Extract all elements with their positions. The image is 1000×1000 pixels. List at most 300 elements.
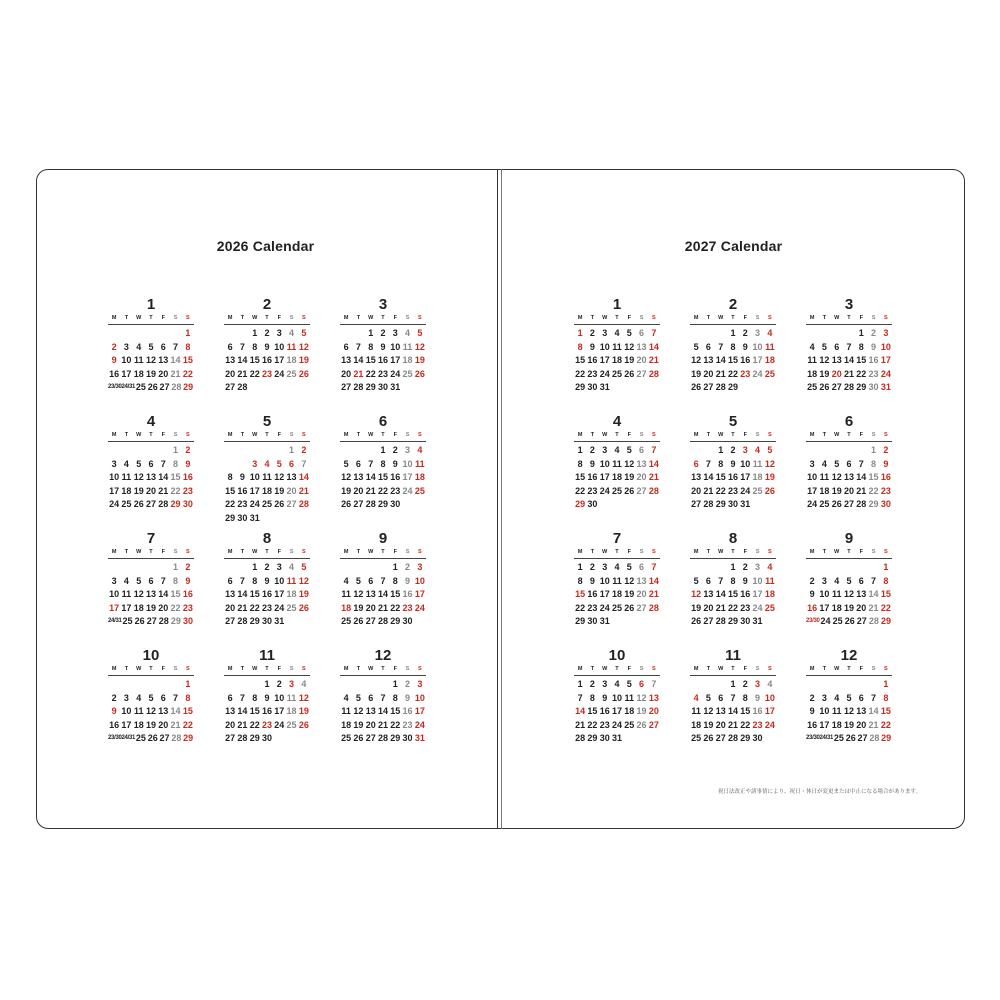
day-cell: 8 — [730, 575, 736, 586]
day-cell: 30 — [868, 382, 879, 393]
weekday-label: T — [822, 666, 827, 672]
month-block — [224, 530, 310, 629]
day-cell: 13 — [365, 706, 376, 717]
day-cell: 1 — [858, 328, 864, 338]
day-cell: 7 — [651, 328, 657, 338]
day-cell: 12 — [145, 355, 156, 366]
weekday-label: T — [706, 549, 711, 555]
weekday-label: F — [161, 666, 165, 672]
week-row — [340, 705, 426, 719]
day-cell: 18 — [611, 355, 622, 366]
weekday-label: T — [265, 315, 269, 321]
day-cell: 3 — [123, 341, 129, 352]
day-cell: 14 — [703, 472, 714, 483]
day-cell — [715, 327, 727, 341]
day-cell: 22 — [377, 485, 388, 496]
day-cell: 1 — [185, 679, 191, 689]
weekday-label: T — [240, 549, 245, 555]
day-cell: 11 — [612, 575, 622, 586]
day-cell — [157, 327, 169, 341]
day-cell — [648, 381, 660, 395]
day-cell: 31 — [752, 616, 763, 627]
day-cell — [365, 561, 377, 575]
month-number: 2 — [262, 296, 272, 313]
weekday-label: F — [161, 432, 165, 438]
day-cell: 7 — [651, 445, 657, 455]
weekday-label: S — [651, 549, 656, 555]
day-cell: 18 — [819, 485, 830, 496]
day-cell: 2 — [589, 445, 595, 455]
day-cell: 18 — [831, 602, 842, 613]
day-cell: 4 — [289, 562, 295, 572]
day-cell — [285, 512, 297, 526]
day-cell: 11 — [286, 692, 297, 703]
day-cell: 17 — [599, 589, 610, 600]
day-cell: 20 — [365, 602, 376, 613]
day-cell: 25 — [402, 368, 413, 379]
day-cell: 11 — [415, 458, 425, 469]
day-cell — [764, 615, 776, 629]
day-cell: 20 — [703, 602, 714, 613]
day-cell — [611, 615, 623, 629]
day-cell — [843, 678, 855, 692]
weekday-label: F — [277, 315, 281, 321]
day-cell — [236, 678, 248, 692]
day-cell: 30 — [261, 733, 272, 744]
month-number: 12 — [840, 647, 858, 664]
weekday-label: T — [731, 666, 735, 672]
day-cell: 27 — [159, 733, 170, 744]
day-cell: 17 — [819, 602, 830, 613]
weekday-label: M — [693, 549, 699, 555]
day-cell: 23 — [868, 368, 879, 379]
day-cell: 24 — [740, 485, 751, 496]
weekday-label: M — [577, 315, 583, 321]
day-cell: 21 — [648, 589, 659, 600]
day-cell: 17 — [121, 368, 132, 379]
week-row — [224, 471, 310, 485]
month-number: 7 — [612, 530, 622, 547]
day-cell: 28 — [158, 499, 169, 510]
day-cell — [623, 498, 635, 512]
day-cell: 24 — [274, 602, 285, 613]
week-row — [108, 471, 194, 485]
day-cell: 16 — [727, 472, 738, 483]
day-cell — [702, 561, 714, 575]
week-row — [574, 588, 660, 602]
day-cell: 24 — [752, 602, 763, 613]
weekday-header — [224, 315, 310, 325]
day-cell: 27 — [703, 616, 714, 627]
day-cell: 19 — [353, 602, 364, 613]
day-cell: 9 — [742, 341, 748, 352]
day-cell: 24 — [599, 368, 610, 379]
month-block — [574, 413, 660, 512]
weekday-label: T — [590, 666, 595, 672]
week-rows — [340, 444, 426, 512]
weekday-label: S — [173, 315, 178, 321]
day-cell: 15 — [880, 589, 891, 600]
weekday-label: S — [301, 549, 306, 555]
day-cell: 23 — [880, 485, 891, 496]
day-cell — [236, 444, 248, 458]
week-row — [806, 719, 892, 733]
day-cell: 7 — [301, 458, 307, 469]
weekday-label: T — [615, 549, 619, 555]
day-cell: 20 — [365, 719, 376, 730]
day-cell: 10 — [274, 341, 285, 352]
day-cell: 3 — [276, 562, 282, 572]
day-cell: 25 — [121, 499, 132, 510]
day-cell — [751, 381, 763, 395]
day-cell: 20 — [158, 719, 169, 730]
day-cell: 28 — [715, 382, 726, 393]
day-cell: 9 — [111, 706, 117, 717]
day-cell: 28 — [727, 733, 738, 744]
week-row — [224, 588, 310, 602]
day-cell: 22 — [575, 368, 586, 379]
day-cell: 15 — [390, 589, 401, 600]
day-cell: 21 — [715, 368, 726, 379]
weekday-label: W — [718, 549, 724, 555]
day-cell — [843, 444, 855, 458]
day-cell: 24 — [820, 616, 831, 627]
weekday-label: T — [124, 315, 129, 321]
day-cell: 8 — [185, 692, 191, 703]
week-rows — [108, 327, 194, 395]
weekday-label: M — [809, 315, 815, 321]
day-cell: 9 — [405, 575, 411, 586]
day-cell: 4 — [123, 575, 129, 586]
day-cell: 6 — [705, 575, 711, 586]
weekday-label: T — [590, 549, 595, 555]
day-cell — [224, 561, 236, 575]
weekday-label: M — [227, 432, 233, 438]
weekday-header — [340, 315, 426, 325]
day-cell: 13 — [856, 589, 867, 600]
day-cell: 16 — [261, 706, 272, 717]
day-cell: 17 — [121, 719, 132, 730]
day-cell: 3 — [742, 445, 748, 455]
weekday-label: S — [289, 432, 294, 438]
day-cell: 4 — [417, 445, 423, 455]
weekday-label: F — [277, 666, 281, 672]
day-cell: 6 — [368, 575, 374, 586]
day-cell: 22 — [880, 602, 891, 613]
day-cell — [169, 327, 181, 341]
week-row — [806, 705, 892, 719]
day-cell: 10 — [249, 472, 260, 483]
day-cell — [715, 561, 727, 575]
day-cell: 3 — [417, 679, 423, 689]
day-cell: 11 — [612, 341, 622, 352]
weekday-label: S — [651, 666, 656, 672]
day-cell: 8 — [173, 575, 179, 586]
weekday-label: F — [277, 432, 281, 438]
day-cell — [285, 732, 297, 746]
weekday-label: S — [173, 549, 178, 555]
day-cell — [224, 444, 236, 458]
weekday-label: S — [651, 432, 656, 438]
weekday-label: T — [615, 666, 619, 672]
weekday-label: M — [227, 549, 233, 555]
day-cell: 26 — [298, 719, 309, 730]
day-cell: 27 — [831, 382, 842, 393]
day-cell: 26 — [819, 382, 830, 393]
day-cell: 21 — [843, 368, 854, 379]
day-cell: 20 — [691, 485, 702, 496]
day-cell: 12 — [624, 341, 635, 352]
day-cell: 8 — [227, 472, 233, 483]
day-cell — [108, 561, 120, 575]
day-cell: 20 — [225, 719, 236, 730]
day-cell: 30 — [740, 616, 751, 627]
weekday-label: F — [393, 432, 397, 438]
weekday-label: S — [405, 432, 410, 438]
weekday-label: S — [871, 432, 876, 438]
day-cell: 13 — [691, 472, 702, 483]
day-cell: 15 — [715, 472, 726, 483]
day-cell: 9 — [111, 355, 117, 366]
day-cell: 13 — [158, 706, 169, 717]
day-cell: 14 — [843, 355, 854, 366]
day-cell: 17 — [752, 589, 763, 600]
day-cell — [236, 327, 248, 341]
weekday-label: W — [368, 549, 374, 555]
day-cell — [120, 678, 132, 692]
weekday-label: M — [577, 666, 583, 672]
day-cell: 6 — [148, 575, 154, 586]
day-cell: 15 — [377, 472, 388, 483]
weekday-label: W — [368, 666, 374, 672]
week-rows — [574, 327, 660, 395]
day-cell: 1 — [730, 328, 736, 338]
day-cell: 15 — [225, 485, 236, 496]
weekday-label: T — [265, 666, 269, 672]
day-cell: 27 — [145, 499, 156, 510]
day-cell: 10 — [764, 692, 775, 703]
day-cell: 7 — [871, 692, 877, 703]
day-cell: 20 — [636, 355, 647, 366]
weekday-label: T — [847, 432, 851, 438]
day-cell — [611, 381, 623, 395]
day-cell: 21 — [575, 719, 586, 730]
day-cell: 7 — [160, 575, 166, 586]
week-row — [690, 575, 776, 589]
day-cell: 29 — [740, 733, 751, 744]
weekday-label: S — [405, 549, 410, 555]
day-cell: 26 — [353, 616, 364, 627]
day-cell: 23 — [752, 719, 763, 730]
day-cell: 3 — [289, 679, 295, 689]
day-cell: 11 — [765, 341, 775, 352]
day-cell: 20 — [286, 485, 297, 496]
weekday-label: S — [755, 666, 760, 672]
day-cell: 23 — [587, 602, 598, 613]
day-cell: 4 — [834, 692, 840, 703]
month-number: 2 — [728, 296, 738, 313]
month-block — [340, 647, 426, 746]
day-cell: 26 — [298, 602, 309, 613]
week-row — [224, 354, 310, 368]
weekday-label: W — [136, 432, 142, 438]
day-cell: 19 — [145, 719, 156, 730]
weekday-label: M — [343, 315, 349, 321]
week-rows — [690, 561, 776, 629]
weekday-header — [690, 549, 776, 559]
weekday-header — [806, 432, 892, 442]
week-row — [224, 485, 310, 499]
day-cell: 27 — [225, 733, 236, 744]
day-cell: 20 — [856, 719, 867, 730]
weekday-label: T — [590, 315, 595, 321]
day-cell: 22 — [249, 368, 260, 379]
day-cell: 12 — [703, 706, 714, 717]
day-cell — [249, 678, 261, 692]
day-cell: 29 — [170, 616, 181, 627]
day-cell: 14 — [648, 575, 659, 586]
week-row — [806, 498, 892, 512]
weekday-label: S — [289, 315, 294, 321]
day-cell — [377, 561, 389, 575]
day-cell: 24 — [599, 485, 610, 496]
day-cell: 17 — [819, 719, 830, 730]
day-cell — [690, 678, 702, 692]
day-cell: 24 — [109, 499, 120, 510]
week-row — [224, 341, 310, 355]
day-cell — [145, 678, 157, 692]
day-cell: 28 — [237, 616, 248, 627]
day-cell: 27 — [225, 382, 236, 393]
day-cell: 16 — [868, 355, 879, 366]
day-cell: 24 — [274, 719, 285, 730]
month-number: 11 — [725, 647, 741, 664]
weekday-label: S — [639, 432, 644, 438]
page-2027 — [502, 169, 965, 829]
day-cell: 13 — [636, 341, 647, 352]
day-cell: 11 — [691, 706, 701, 717]
month-block — [340, 530, 426, 629]
day-cell: 30 — [752, 733, 763, 744]
day-cell — [352, 678, 364, 692]
day-cell: 19 — [624, 589, 635, 600]
day-cell — [340, 678, 352, 692]
day-cell: 14 — [237, 706, 248, 717]
weekday-label: S — [301, 315, 306, 321]
day-cell — [340, 444, 352, 458]
day-cell: 20 — [145, 485, 156, 496]
day-cell: 9 — [264, 692, 270, 703]
day-cell: 8 — [577, 458, 583, 469]
week-row — [108, 719, 194, 733]
day-cell: 6 — [693, 458, 699, 469]
day-cell: 28 — [869, 733, 880, 744]
day-cell: 30 — [727, 499, 738, 510]
weekday-label: T — [615, 432, 619, 438]
day-cell: 8 — [577, 341, 583, 352]
week-row — [574, 678, 660, 692]
day-cell: 30 — [390, 499, 401, 510]
weekday-label: S — [883, 315, 888, 321]
month-number: 10 — [608, 647, 626, 664]
weekday-label: W — [834, 315, 840, 321]
month-block — [340, 296, 426, 395]
day-cell: 22 — [390, 719, 401, 730]
week-rows — [340, 561, 426, 629]
day-cell: 30 — [182, 499, 193, 510]
month-number: 6 — [844, 413, 854, 430]
week-row — [108, 705, 194, 719]
day-cell: 17 — [274, 355, 285, 366]
week-row — [108, 615, 194, 629]
day-cell — [818, 444, 830, 458]
day-cell: 20 — [843, 485, 854, 496]
day-cell — [120, 444, 132, 458]
day-cell: 7 — [380, 575, 386, 586]
day-cell: 16 — [390, 472, 401, 483]
week-row — [690, 471, 776, 485]
weekday-label: M — [809, 432, 815, 438]
day-cell: 5 — [626, 679, 632, 689]
week-row — [574, 575, 660, 589]
day-cell: 10 — [740, 458, 751, 469]
day-cell: 25 — [611, 485, 622, 496]
day-cell: 11 — [121, 589, 132, 600]
month-block — [806, 647, 892, 746]
week-rows — [806, 561, 892, 629]
day-cell: 8 — [742, 692, 748, 703]
day-cell: 6 — [858, 575, 864, 586]
day-cell: 23 — [740, 602, 751, 613]
weekday-label: T — [731, 432, 735, 438]
day-cell: 25 — [819, 499, 830, 510]
day-cell: 11 — [286, 575, 297, 586]
day-cell: 17 — [764, 706, 775, 717]
day-cell — [377, 678, 389, 692]
week-row — [224, 381, 310, 395]
day-cell: 23 — [727, 485, 738, 496]
day-cell: 1 — [392, 679, 398, 689]
week-row — [108, 561, 194, 575]
day-cell: 1 — [289, 445, 295, 455]
day-cell: 7 — [173, 341, 179, 352]
day-cell: 16 — [587, 472, 598, 483]
day-cell: 5 — [343, 458, 349, 469]
weekday-header — [224, 666, 310, 676]
week-row — [340, 444, 426, 458]
day-cell: 24 — [414, 602, 425, 613]
week-row — [108, 588, 194, 602]
day-cell: 21 — [237, 602, 248, 613]
day-cell: 14 — [377, 589, 388, 600]
weekday-header — [690, 666, 776, 676]
week-row — [690, 732, 776, 746]
week-rows — [574, 444, 660, 512]
weekday-label: T — [356, 432, 361, 438]
day-cell: 16 — [237, 485, 248, 496]
weekday-label: F — [393, 549, 397, 555]
day-cell: 13 — [145, 589, 156, 600]
day-cell — [818, 678, 830, 692]
day-cell: 19 — [274, 485, 285, 496]
day-cell: 21 — [170, 368, 181, 379]
day-cell: 5 — [276, 458, 282, 469]
day-cell: 24 — [752, 368, 763, 379]
day-cell: 26 — [274, 499, 285, 510]
week-row — [340, 719, 426, 733]
day-cell: 26 — [134, 616, 145, 627]
day-cell: 11 — [765, 575, 775, 586]
